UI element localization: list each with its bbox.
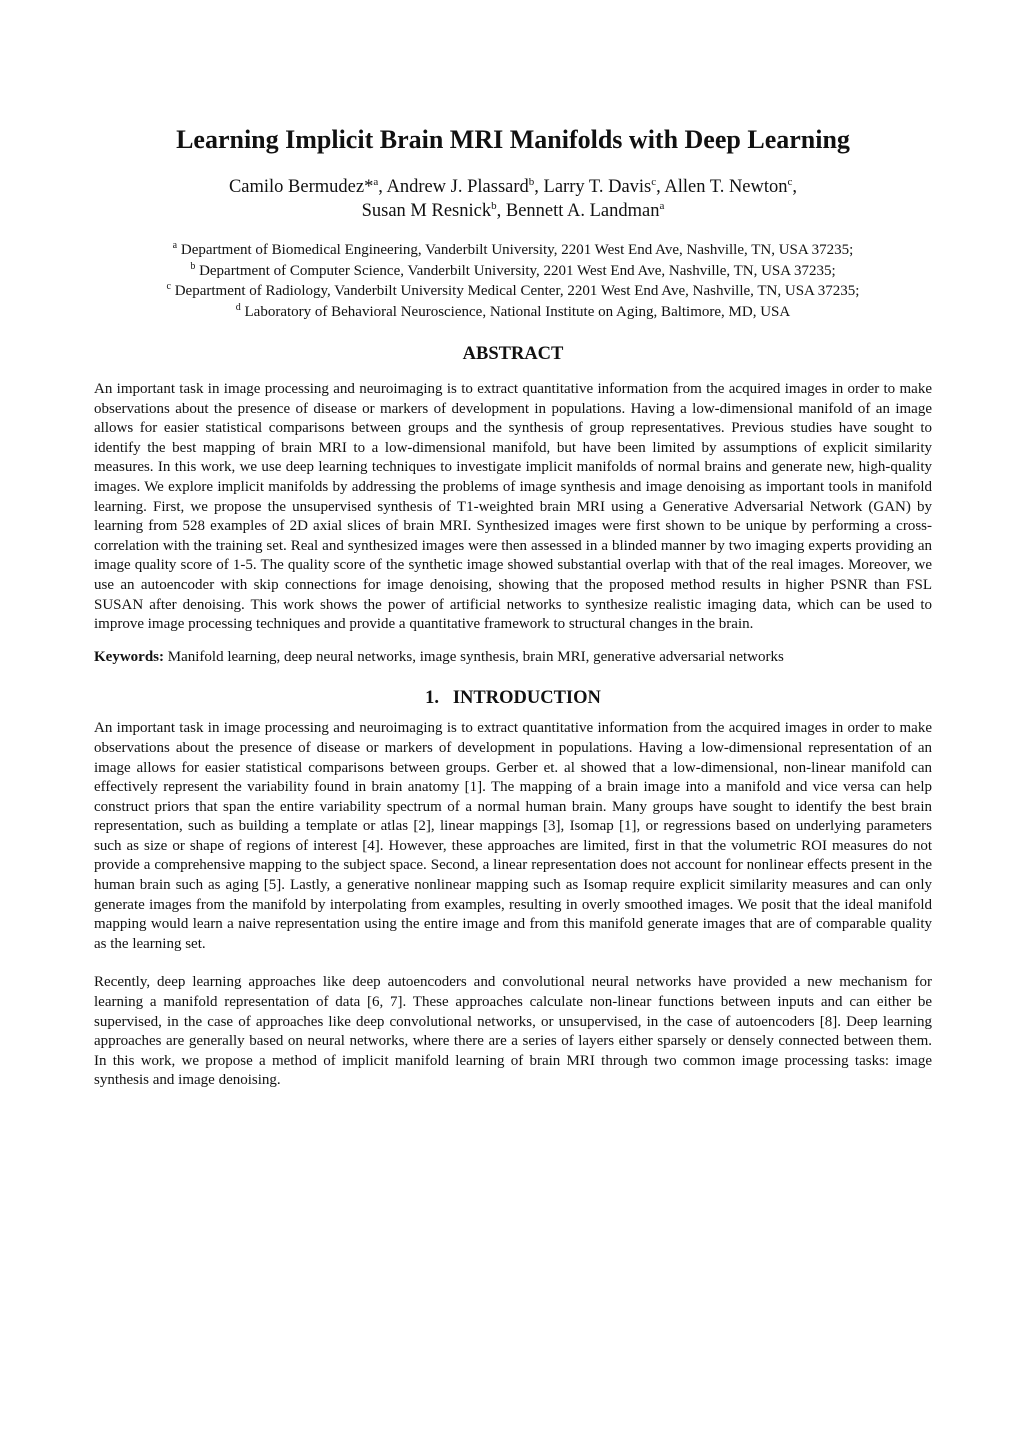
author-affil-mark: b xyxy=(491,200,497,212)
affiliation-line: $^d$ Laboratory of Behavioral Neuroscience, National Institute on Aging, Baltimore, MD, USA xyxy=(235,301,791,320)
affiliation-mark: a xyxy=(172,240,178,251)
author-name: Allen T. Newton xyxy=(664,177,788,197)
keywords-label: Keywords: xyxy=(94,648,164,665)
affiliation-line: $^a$ Department of Biomedical Engineering, Vanderbilt University, 2201 West End Ave, Nashville, TN, USA 37235; xyxy=(172,240,854,258)
author-list: Camilo Bermudez*$^a$, Andrew J. Plassard$^b$, Larry T. Davis$^c$, Allen T. Newton$^c$, Susan M Resnick$^b$, Bennett A. Landman$^a$ xyxy=(228,176,798,221)
affiliation-line: $^b$ Department of Computer Science, Vanderbilt University, 2201 West End Ave, Nashville, TN, USA 37235; xyxy=(190,260,836,279)
affiliation-mark: c xyxy=(166,281,171,292)
author-name: Susan M Resnick xyxy=(361,201,492,221)
affiliation-line: $^c$ Department of Radiology, Vanderbilt University Medical Center, 2201 West End Ave, Nashville, TN, USA 37235; xyxy=(166,281,860,299)
affiliation-mark: b xyxy=(190,260,196,272)
author-affil-mark: b xyxy=(528,176,535,188)
paper-title: Learning Implicit Brain MRI Manifolds with Deep Learning xyxy=(176,125,850,154)
author-affil-mark: a xyxy=(373,176,379,188)
author-name: Bennett A. Landman xyxy=(505,201,660,221)
author-affil-mark: c xyxy=(651,176,657,188)
abstract-text: An important task in image processing and neuroimaging is to extract quantitative information from the acquired images in order to make observations about the presence of disease or markers of development in populations. Having a low-dimensional manifold of an image allows for easier statistical comparisons between groups and the synthesis of group representatives. Previous studies have sought to identify the best mapping of brain MRI to a low-dimensional manifold, but have been limited by assumptions of explicit similarity measures. In this work, we use deep learning techniques to investigate implicit manifolds of normal brains and generate new, high-quality images. We explore implicit manifolds by addressing the problems of image synthesis and image denoising as important tools in manifold learning. First, we propose the unsupervised synthesis of T1-weighted brain MRI using a Generative Adversarial Network (GAN) by learning from 528 examples of 2D axial slices of brain MRI. Synthesized images were first shown to be unique by performing a cross-correlation with the training set. Real and synthesized images were then assessed in a blinded manner by two imaging experts providing an image quality score of 1-5. The quality score of the synthetic image showed substantial overlap with that of the real images. Moreover, we use an autoencoder with skip connections for image denoising, showing that the proposed method results in higher PSNR than FSL SUSAN after denoising. This work shows the power of artificial networks to synthesize realistic imaging data, which can be used to improve image processing techniques and provide a quantitative framework to structural changes in the brain. xyxy=(94,381,932,633)
author-name: Andrew J. Plassard xyxy=(386,177,529,197)
author-name: Larry T. Davis xyxy=(543,177,652,197)
affiliation-list xyxy=(94,240,932,322)
author-affil-mark: a xyxy=(659,200,665,212)
introduction-paragraph: An important task in image processing and neuroimaging is to extract quantitative information from the acquired images in order to make observations about the presence of disease or markers of development in populations. Having a low-dimensional representation of an image allows for easier statistical comparisons between groups. Gerber et. al showed that a low-dimensional, non-linear manifold can effectively represent the variability found in brain anatomy [1]. The mapping of a brain image into a manifold and vice versa can help construct priors that span the entire variability spectrum of a normal human brain. Many groups have sought to identify the best brain representation, such as building a template or atlas [2], linear mappings [3], Isomap [1], or regressions based on underlying parameters such as size or shape of regions of interest [4]. However, these approaches are limited, first in that the volumetric ROI measures do not provide a comprehensive mapping to the subject space. Second, a linear representation does not account for nonlinear effects present in the human brain such as aging [5]. Lastly, a generative nonlinear mapping such as Isomap require explicit similarity measures and can only generate images from the manifold by interpolating from examples, resulting in overly smoothed images. We posit that the ideal manifold mapping would learn a naive representation using the entire image and from this manifold generate images that are of comparable quality as the learning set. xyxy=(94,720,932,952)
abstract-heading: ABSTRACT xyxy=(462,344,564,364)
paper-page xyxy=(94,122,932,1091)
introduction-heading: 1. INTRODUCTION xyxy=(425,688,601,709)
author-affil-mark: c xyxy=(787,176,793,188)
introduction-paragraph: Recently, deep learning approaches like deep autoencoders and convolutional neural networks have provided a new mechanism for learning a manifold representation of data [6, 7]. These approaches calculate non-linear functions between inputs and can either be supervised, in the case of approaches like deep convolutional networks, or unsupervised, in the case of autoencoders [8]. Deep learning approaches are generally based on neural networks, where there are a series of layers either sparsely or densely connected between them. In this work, we propose a method of implicit manifold learning of brain MRI through two common image processing tasks: image synthesis and image denoising. xyxy=(94,974,932,1089)
keywords-line xyxy=(94,648,932,668)
keywords-text: Manifold learning, deep neural networks, image synthesis, brain MRI, generative adversarial networks xyxy=(164,648,784,665)
affiliation-mark: d xyxy=(235,301,241,313)
author-name: Camilo Bermudez* xyxy=(228,177,374,197)
